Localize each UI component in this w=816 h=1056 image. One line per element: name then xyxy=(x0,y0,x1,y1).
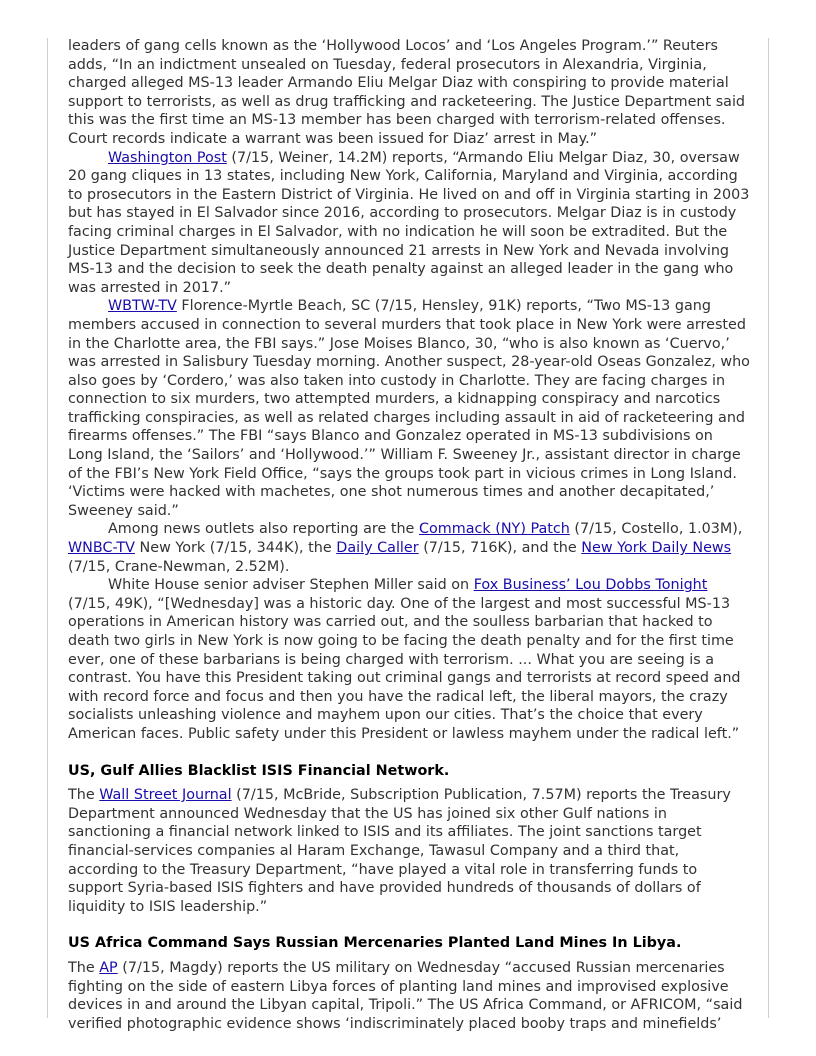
headline-isis-financial-network: US, Gulf Allies Blacklist ISIS Financial Network. xyxy=(68,762,450,779)
link-ny-daily-news[interactable]: New York Daily News xyxy=(581,540,732,557)
paragraph-text: The xyxy=(68,959,100,976)
page-margin-rule-right xyxy=(768,38,769,1018)
paragraph-washington-post xyxy=(68,149,750,298)
paragraph-text: (7/15, Magdy) reports the US military on Wednesday “accused Russian mercenaries fighting on the side of eastern Libya forces of planting land mines and improvised explosive devices in and around the Libyan capital, Tripoli.” The US Africa Command, or AFRICOM, “said verified photographic evidence shows ‘indiscriminately placed booby traps and minefields’ xyxy=(68,959,743,1032)
link-wall-street-journal[interactable]: Wall Street Journal xyxy=(99,787,232,804)
paragraph-text: Among news outlets also reporting are the xyxy=(108,521,419,538)
link-wnbc-tv[interactable]: WNBC-TV xyxy=(68,540,135,557)
paragraph-other-outlets xyxy=(68,520,750,576)
paragraph-text: (7/15, Crane-Newman, 2.52M). xyxy=(68,558,290,575)
paragraph-text: (7/15, 716K), and the xyxy=(418,540,582,557)
paragraph-text: The xyxy=(68,787,100,804)
paragraph-text: (7/15, McBride, Subscription Publication, 7.57M) reports the Treasury Department announced Wednesday that the US has joined six other Gulf nations in sanctioning a financial network linked to ISIS and its affiliates. The joint sanctions target financial-services companies al Haram Exchange, Tawasul Company and a third that, according to the Treasury Department, “have played a vital role in transferring funds to support Syria-based ISIS fighters and have provided hundreds of thousands of dollars of liquidity to ISIS leadership.” xyxy=(68,787,731,915)
paragraph-text: (7/15, 49K), “[Wednesday] was a historic day. One of the largest and most successful MS-13 operations in American history was carried out, and the soulless barbarian that hacked to death two girls in New York is now going to be facing the death penalty and for the first time ever, one of these barbarians is being charged with terrorism. ... What you are seeing is a contrast. You have this President taking out criminal gangs and terrorists at record speed and with record force and focus and then you have the radical left, the liberal mayors, the crazy socialists unleashing violence and mayhem upon our cities. That’s the choice that every American faces. Public safety under this President or lawless mayhem under the radical left.” xyxy=(68,595,741,742)
paragraph-text: Florence-Myrtle Beach, SC (7/15, Hensley, 91K) reports, “Two MS-13 gang members accused in connection to several murders that took place in New York were arrested in the Charlotte area, the FBI says.” Jose Moises Blanco, 30, “who is also known as ‘Cuervo,’ was arrested in Salisbury Tuesday morning. Another suspect, 28-year-old Oseas Gonzalez, who also goes by ‘Cordero,’ was also taken into custody in Charlotte. They are facing charges in connection to six murders, two attempted murders, a kidnapping conspiracy and narcotics trafficking conspiracies, as well as related charges including assault in aid of racketeering and firearms offenses.” The FBI “says Blanco and Gonzalez operated in MS-13 subdivisions on Long Island, the ‘Sailors’ and ‘Hollywood.’” William F. Sweeney Jr., assistant director in charge of the FBI’s New York Field Office, “says the groups took part in vicious crimes in Long Island. ‘Victims were hacked with machetes, one shot numerous times and another decapitated,’ Sweeney said.” xyxy=(68,298,750,519)
paragraph-wbtw-tv xyxy=(68,297,750,520)
link-ap[interactable]: AP xyxy=(99,959,118,976)
link-lou-dobbs-tonight[interactable]: Fox Business’ Lou Dobbs Tonight xyxy=(473,577,708,594)
paragraph-wall-street-journal xyxy=(68,786,750,916)
paragraph-text: White House senior adviser Stephen Miller said on xyxy=(108,577,474,594)
link-wbtw-tv[interactable]: WBTW-TV xyxy=(108,298,177,315)
link-daily-caller[interactable]: Daily Caller xyxy=(336,540,419,557)
page-margin-rule-left xyxy=(47,38,48,1018)
paragraph-text: (7/15, Weiner, 14.2M) reports, “Armando Eliu Melgar Diaz, 30, oversaw 20 gang cliques in 13 states, including New York, California, Maryland and Virginia, according to prosecutors in the Eastern District of Virginia. He lived on and off in Virginia starting in 2003 but has stayed in El Salvador since 2016, according to prosecutors. Melgar Diaz is in custody facing criminal charges in El Salvador, with no indication he will soon be extradited. But the Justice Department simultaneously announced 21 arrests in New York and Nevada involving MS-13 and the decision to seek the death penalty against an alleged leader in the gang who was arrested in 2017.” xyxy=(68,149,750,296)
paragraph-text: (7/15, Costello, 1.03M), xyxy=(569,521,743,538)
headline-africom-libya: US Africa Command Says Russian Mercenaries Planted Land Mines In Libya. xyxy=(68,935,682,952)
link-commack-patch[interactable]: Commack (NY) Patch xyxy=(418,521,570,538)
paragraph-stephen-miller xyxy=(68,576,750,743)
paragraph-continued: leaders of gang cells known as the ‘Hollywood Locos’ and ‘Los Angeles Program.’” Reuters adds, “In an indictment unsealed on Tuesday, federal prosecutors in Alexandria, Virginia, charged alleged MS-13 leader Armando Eliu Melgar Diaz with conspiring to provide material support to terrorists, as well as drug trafficking and racketeering. The Justice Department said this was the first time an MS-13 member has been charged with terrorism-related offenses. Court records indicate a warrant was been issued for Diaz’ arrest in May.” xyxy=(68,38,746,147)
paragraph-ap xyxy=(68,959,750,1033)
document-body xyxy=(68,37,750,1033)
paragraph-text: New York (7/15, 344K), the xyxy=(134,540,337,557)
link-washington-post[interactable]: Washington Post xyxy=(108,149,227,166)
